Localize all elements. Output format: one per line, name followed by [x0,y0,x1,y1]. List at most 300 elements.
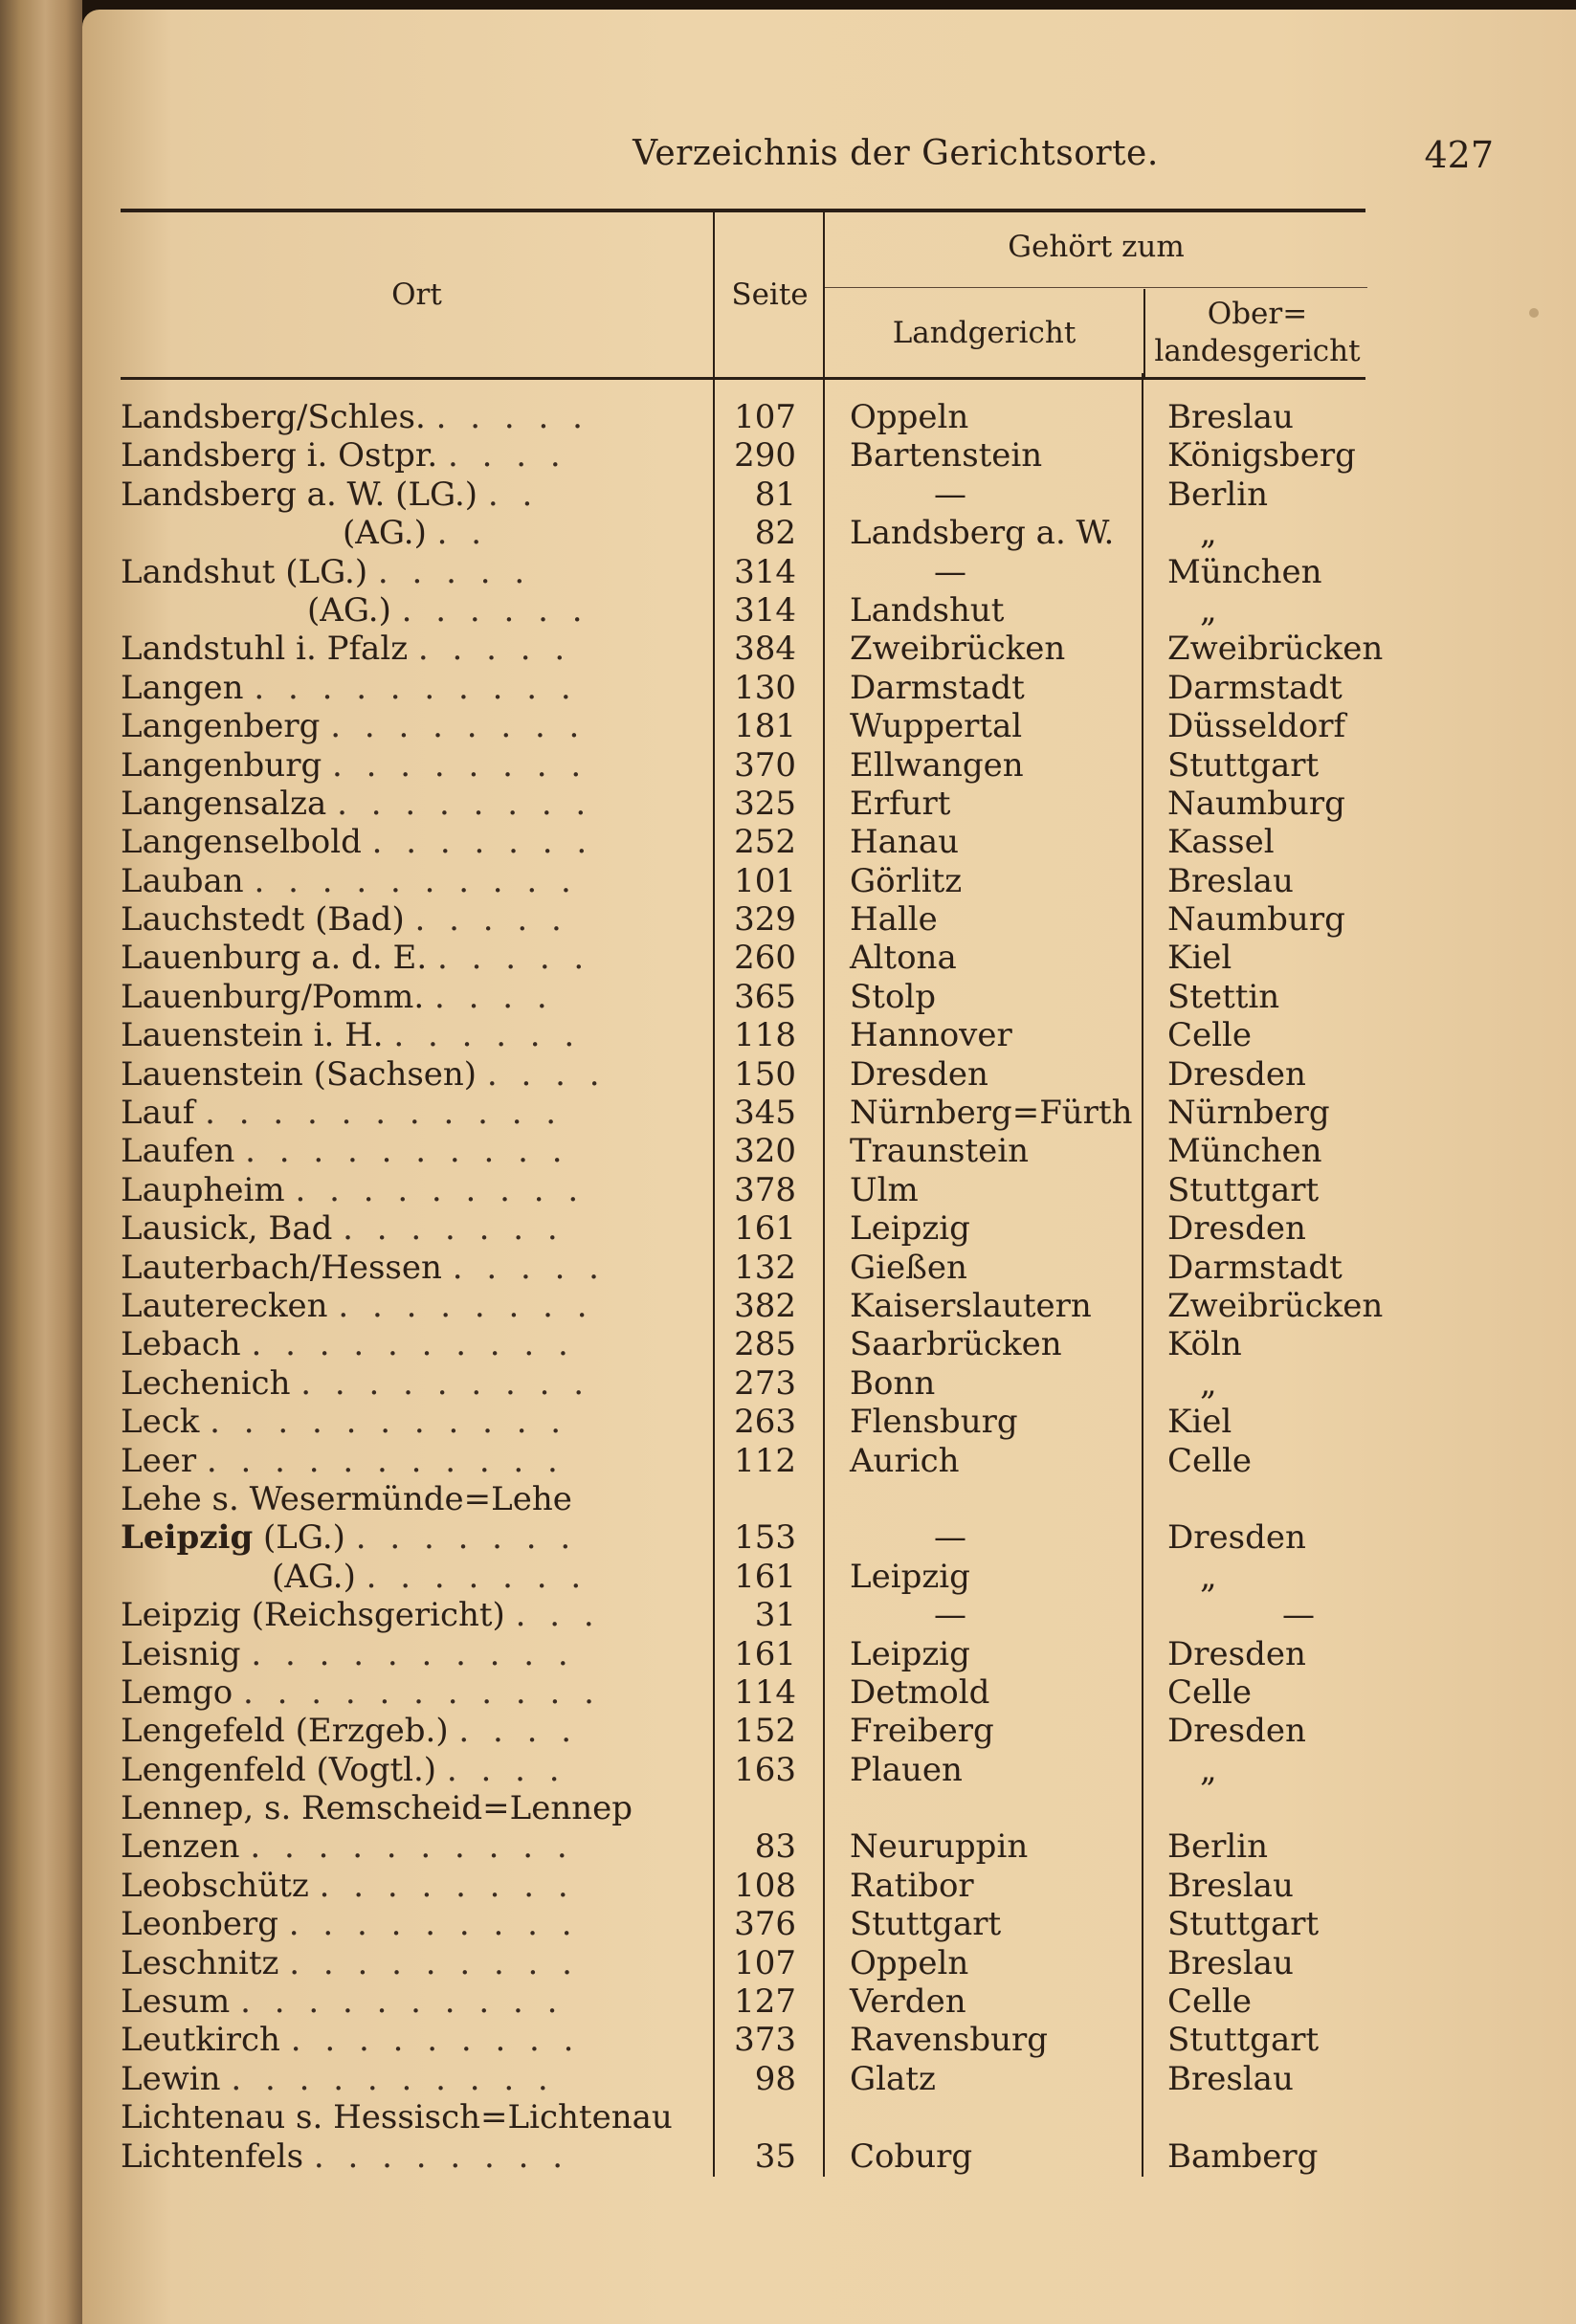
ort-name: Lauenburg a. d. E. [121,939,428,978]
oberlandesgericht-value: Celle [1167,1982,1253,2022]
seite-cell: 273 [734,1363,796,1403]
table-row [121,398,1365,436]
oberlandesgericht-cell [1167,1751,1378,1789]
landgericht-value: Nürnberg=Fürth [850,1094,1133,1133]
table-row [121,2060,1365,2098]
seite-cell: 130 [734,668,796,707]
oberlandesgericht-value: Dresden [1167,1209,1306,1249]
landgericht-value: Ratibor [850,1866,974,1905]
oberlandesgericht-value: — [1282,1596,1315,1635]
ort-name: Laufen [121,1132,235,1171]
table-row [121,436,1365,475]
table-row [121,746,1365,785]
landgericht-cell [850,1094,1156,1132]
seite-cell: 285 [734,1325,796,1364]
ort-court-type: (LG.) [253,1518,345,1558]
ort-name: Leisnig [121,1634,241,1673]
ort-name: Lauenstein (Sachsen) [121,1054,477,1094]
ort-cell [121,1558,706,1596]
landgericht-cell [850,746,1156,785]
table-row [121,591,1365,630]
oberlandesgericht-value: „ [1200,514,1217,553]
ort-name: Lauf [121,1094,195,1133]
leader-dots: . . . . . . . . . . [250,1827,574,1867]
oberlandesgericht-value: Stuttgart [1167,1170,1320,1209]
table-row [121,1867,1365,1905]
column-header-ober-line1: Ober= [1207,297,1308,332]
oberlandesgericht-cell [1167,862,1378,900]
seite-cell: 320 [734,1132,796,1171]
ort-name: Langen [121,668,244,707]
oberlandesgericht-cell [1167,1673,1378,1712]
leader-dots: . . . . [486,1054,607,1094]
ort-cell [121,1518,706,1557]
ort-cell [121,1635,706,1673]
landgericht-cell [850,669,1156,707]
ort-cell [121,2098,706,2136]
oberlandesgericht-value: Breslau [1167,2059,1294,2098]
table-row [121,1171,1365,1209]
table-row [121,1635,1365,1673]
oberlandesgericht-cell [1167,591,1378,630]
leader-dots: . . . . . . . . . [289,1943,579,1982]
seite-cell: 314 [734,552,796,591]
seite-cell: 263 [734,1403,796,1442]
header-rule [825,287,1367,288]
table-row [121,1209,1365,1248]
oberlandesgericht-cell [1167,630,1384,669]
landgericht-value: Altona [850,939,957,978]
oberlandesgericht-cell [1167,1827,1378,1866]
ort-cell [121,1171,706,1209]
oberlandesgericht-value: Naumburg [1167,784,1345,823]
seite-cell: 325 [734,784,796,823]
oberlandesgericht-value: Kiel [1167,1403,1232,1442]
oberlandesgericht-cell [1167,514,1378,552]
table-row [121,1286,1384,1325]
landgericht-cell [850,514,1156,552]
table-row [121,785,1365,823]
leader-dots: . . . . . . . [366,1557,588,1596]
landgericht-value: Neuruppin [850,1827,1029,1867]
ort-cell [121,1403,706,1441]
seite-cell: 373 [734,2021,796,2060]
ort-name: Leck [121,1403,200,1442]
column-header-landgericht: Landgericht [892,316,1077,350]
ort-cell [121,978,706,1016]
landgericht-cell [850,1635,1156,1673]
table-row [121,2021,1365,2059]
oberlandesgericht-cell [1167,900,1378,939]
table-row [121,823,1365,861]
landgericht-value: Hannover [850,1016,1012,1055]
oberlandesgericht-value: Darmstadt [1167,668,1343,707]
landgericht-value: — [934,1596,966,1635]
seite-cell: 370 [734,745,796,785]
landgericht-value: Zweibrücken [850,630,1066,669]
leader-dots: . . . . . [417,630,572,669]
oberlandesgericht-cell [1167,1132,1378,1170]
landgericht-value: Detmold [850,1672,990,1712]
landgericht-value: Leipzig [850,1557,970,1596]
leader-dots: . . . . . . . . [319,1866,575,1905]
landgericht-cell [850,1558,1156,1596]
ort-cell [121,1364,706,1403]
ort-cell [121,1016,706,1054]
oberlandesgericht-value: Breslau [1167,1866,1294,1905]
oberlandesgericht-cell [1167,436,1378,475]
landgericht-cell [850,436,1156,475]
ort-name: Lauterbach/Hessen [121,1248,442,1287]
ort-cell [121,1442,706,1480]
column-header-ort: Ort [391,277,442,312]
table-row [121,1480,1365,1518]
seite-cell: 161 [734,1557,796,1596]
seite-cell: 132 [734,1248,796,1287]
table-row [121,1364,1365,1403]
leader-dots: . . [436,514,489,553]
seite-cell: 127 [734,1982,796,2022]
ort-name: (AG.) [343,514,427,553]
oberlandesgericht-cell [1167,1944,1378,1982]
leader-dots: . . . . . . . . . . [251,1325,575,1364]
ort-name: Lauterecken [121,1286,328,1325]
ort-cell [121,2060,706,2098]
table-row [121,1442,1365,1480]
table-header [121,209,1365,380]
landgericht-value: Oppeln [850,398,969,436]
ort-name: Lennep, s. Remscheid=Lennep [121,1789,633,1828]
landgericht-value: Wuppertal [850,707,1023,746]
ort-cell [121,785,706,823]
seite-cell: 365 [734,977,796,1016]
landgericht-cell [850,1364,1156,1403]
landgericht-value: Coburg [850,2136,973,2176]
ort-cell [121,1751,706,1789]
ort-name: Landsberg i. Ostpr. [121,436,438,476]
landgericht-cell [850,785,1156,823]
landgericht-value: Kaiserslautern [850,1286,1092,1325]
ort-cell [121,939,706,977]
leader-dots: . . . . . . . . . . [245,1132,569,1171]
seite-cell: 314 [734,590,796,630]
leader-dots: . . . . . . . . . . [251,1634,575,1673]
leader-dots: . . [487,475,540,514]
oberlandesgericht-value: München [1167,552,1322,591]
oberlandesgericht-cell [1167,1094,1378,1132]
oberlandesgericht-cell [1167,1712,1378,1750]
landgericht-value: Landsberg a. W. [850,514,1115,553]
oberlandesgericht-value: Stuttgart [1167,2021,1320,2060]
table-row [121,707,1365,745]
ort-cell [121,1094,706,1132]
landgericht-cell [850,1442,1156,1480]
table-row [121,1789,1365,1827]
oberlandesgericht-cell [1167,1558,1378,1596]
table-row [121,1055,1365,1094]
seite-cell: 107 [734,398,796,436]
seite-cell: 31 [754,1596,796,1635]
table-row [121,939,1365,977]
oberlandesgericht-value: Königsberg [1167,436,1356,476]
oberlandesgericht-value: Stuttgart [1167,1905,1320,1944]
ort-name: Leipzig (Reichsgericht) [121,1596,505,1635]
table-row [121,862,1365,900]
landgericht-cell [850,1209,1156,1248]
oberlandesgericht-value: Celle [1167,1016,1253,1055]
column-header-ober-line2: landesgericht [1154,334,1361,368]
leader-dots: . . . . . . . . [330,707,587,746]
seite-cell: 81 [754,475,796,514]
seite-cell: 153 [734,1518,796,1558]
column-group-gehoert-zum [823,212,1367,377]
table-row [121,1403,1365,1441]
ort-name: Leonberg [121,1905,278,1944]
seite-cell: 290 [734,436,796,476]
ort-name: Leschnitz [121,1943,279,1982]
ort-cell [121,2021,706,2059]
ort-name: Lesum [121,1982,231,2022]
landgericht-value: Freiberg [850,1712,994,1751]
ort-name: Lengefeld (Erzgeb.) [121,1712,449,1751]
oberlandesgericht-value: Celle [1167,1672,1253,1712]
column-header-oberlandesgericht [1143,289,1369,377]
ort-cell [121,2137,706,2176]
leader-dots: . . . . . . . . . [290,2021,581,2060]
landgericht-value: Aurich [850,1441,960,1480]
seite-cell: 382 [734,1286,796,1325]
leader-dots: . . . . . [452,1248,606,1287]
ort-cell [121,862,706,900]
landgericht-value: Verden [850,1982,966,2022]
ort-cell [121,514,706,552]
oberlandesgericht-cell [1167,1209,1378,1248]
leader-dots: . . . . . . . . . . . [206,1441,565,1480]
landgericht-value: Erfurt [850,784,951,823]
table-row [121,1518,1365,1557]
oberlandesgericht-value: Naumburg [1167,900,1345,940]
landgericht-value: Plauen [850,1750,963,1789]
landgericht-cell [850,1827,1156,1866]
landgericht-value: Görlitz [850,861,963,900]
landgericht-value: Gießen [850,1248,967,1287]
ort-name: Lechenich [121,1363,291,1403]
ort-cell [121,1132,706,1170]
ort-cell [121,1596,706,1634]
seite-cell: 35 [754,2136,796,2176]
oberlandesgericht-value: Düsseldorf [1167,707,1346,746]
table-row [121,476,1365,514]
landgericht-cell [850,1944,1156,1982]
landgericht-cell [850,1325,1156,1363]
leader-dots: . . . . . . . . [313,2136,570,2176]
ort-name: Lauban [121,861,244,900]
leader-dots: . . . . . . . [371,823,594,862]
oberlandesgericht-value: Kiel [1167,939,1232,978]
table-row [121,1596,1365,1634]
oberlandesgericht-cell [1167,1867,1378,1905]
ort-cell [121,398,706,436]
table-row [121,1751,1365,1789]
oberlandesgericht-value: „ [1200,1557,1217,1596]
oberlandesgericht-cell [1167,707,1378,745]
table-row [121,669,1365,707]
landgericht-cell [850,900,1156,939]
ort-cell [121,1827,706,1866]
oberlandesgericht-value: Stettin [1167,977,1280,1016]
ort-name: Lausick, Bad [121,1209,333,1249]
oberlandesgericht-cell [1167,823,1378,861]
oberlandesgericht-value: München [1167,1132,1322,1171]
oberlandesgericht-cell [1167,1286,1384,1325]
leader-dots: . . . . . [435,398,589,436]
ort-cell [121,1055,706,1094]
leader-dots: . . . . . . . . . . [240,1982,565,2022]
oberlandesgericht-cell [1167,939,1378,977]
landgericht-value: — [934,1518,966,1558]
ort-name: Lemgo [121,1672,233,1712]
landgericht-cell [850,862,1156,900]
landgericht-cell [850,939,1156,977]
ort-name: Lewin [121,2059,221,2098]
seite-cell: 114 [734,1672,796,1712]
leader-dots: . . . . . . . . [332,745,588,785]
oberlandesgericht-cell [1167,2137,1378,2176]
ort-name: Leer [121,1441,197,1480]
oberlandesgericht-cell [1167,1982,1378,2021]
landgericht-cell [850,1518,1156,1557]
oberlandesgericht-value: Berlin [1167,1827,1269,1867]
seite-cell: 260 [734,939,796,978]
column-header-gehoert-zum: Gehört zum [1008,230,1185,264]
seite-cell: 82 [754,514,796,553]
landgericht-cell [850,1249,1156,1287]
ort-name: Lauenburg/Pomm. [121,977,425,1016]
oberlandesgericht-value: Celle [1167,1441,1253,1480]
landgericht-value: Darmstadt [850,668,1025,707]
seite-cell: 329 [734,900,796,940]
landgericht-cell [850,1867,1156,1905]
landgericht-value: Hanau [850,823,959,862]
oberlandesgericht-value: Breslau [1167,1943,1294,1982]
leader-dots: . . . . [448,436,567,476]
landgericht-value: Dresden [850,1054,988,1094]
leader-dots: . . . . . [377,552,532,591]
leader-dots: . . . . [446,1750,566,1789]
ort-name: Lauenstein i. H. [121,1016,384,1055]
ort-cell [121,823,706,861]
oberlandesgericht-cell [1167,1249,1378,1287]
seite-cell: 118 [734,1016,796,1055]
table-row [121,514,1365,552]
table-row [121,1712,1365,1750]
ort-cell [121,1673,706,1712]
leader-dots: . . . . [433,977,554,1016]
oberlandesgericht-cell [1167,1364,1378,1403]
ort-name: Landsberg/Schles. [121,398,426,436]
landgericht-cell [850,1132,1156,1170]
landgericht-cell [850,2021,1156,2059]
oberlandesgericht-cell [1167,553,1378,591]
landgericht-value: Glatz [850,2059,936,2098]
landgericht-cell [850,1596,1156,1634]
leader-dots: . . . . . . [393,1016,582,1055]
landgericht-cell [850,553,1156,591]
ort-cell [121,1480,706,1518]
ort-cell [121,1789,706,1827]
landgericht-cell [850,2137,1156,2176]
ort-cell [121,436,706,475]
ort-name: Langenburg [121,745,322,785]
landgericht-value: Ravensburg [850,2021,1049,2060]
leader-dots: . . . . . [436,939,591,978]
seite-cell: 181 [734,707,796,746]
ort-name: Langenberg [121,707,321,746]
table-row [121,1094,1365,1132]
running-title: Verzeichnis der Gerichtsorte. [633,134,1159,173]
book-spine [0,0,82,2324]
page-header [82,134,1576,191]
landgericht-cell [850,1287,1156,1325]
ort-cell [121,591,706,630]
oberlandesgericht-value: Dresden [1167,1054,1306,1094]
table-row [121,2137,1365,2176]
ort-name: Lauchstedt (Bad) [121,900,405,940]
seite-cell: 83 [754,1827,796,1867]
seite-cell: 161 [734,1634,796,1673]
ort-cell [121,1712,706,1750]
seite-cell: 161 [734,1209,796,1249]
ort-cell [121,1209,706,1248]
landgericht-value: Flensburg [850,1403,1018,1442]
landgericht-cell [850,1673,1156,1712]
landgericht-cell [850,1016,1156,1054]
landgericht-value: Stolp [850,977,937,1016]
seite-cell: 384 [734,630,796,669]
ort-cell [121,1287,706,1325]
oberlandesgericht-value: Zweibrücken [1167,630,1384,669]
oberlandesgericht-value: Dresden [1167,1634,1306,1673]
seite-cell: 107 [734,1943,796,1982]
ort-name: Lichtenau s. Hessisch=Lichtenau [121,2098,673,2137]
landgericht-cell [850,2060,1156,2098]
landgericht-cell [850,1982,1156,2021]
table-row [121,1249,1365,1287]
landgericht-cell [850,1403,1156,1441]
oberlandesgericht-value: Breslau [1167,398,1294,436]
oberlandesgericht-cell [1167,1055,1378,1094]
landgericht-cell [850,1712,1156,1750]
ort-name: Langenselbold [121,823,362,862]
oberlandesgericht-cell [1167,1518,1378,1557]
seite-cell: 376 [734,1905,796,1944]
leader-dots: . . . . . . . . . . [231,2059,555,2098]
oberlandesgericht-cell [1167,1171,1378,1209]
landgericht-cell [850,476,1156,514]
oberlandesgericht-cell [1167,978,1378,1016]
leader-dots: . . . . . . . [355,1518,578,1558]
seite-cell: 345 [734,1094,796,1133]
leader-dots: . . . . . . . . . [288,1905,579,1944]
oberlandesgericht-cell [1167,1442,1378,1480]
ort-name: Lebach [121,1325,241,1364]
landgericht-value: Leipzig [850,1209,970,1249]
table-row [121,1132,1365,1170]
oberlandesgericht-cell [1167,398,1378,436]
column-header-seite: Seite [713,212,825,377]
landgericht-value: Leipzig [850,1634,970,1673]
landgericht-value: Saarbrücken [850,1325,1062,1364]
